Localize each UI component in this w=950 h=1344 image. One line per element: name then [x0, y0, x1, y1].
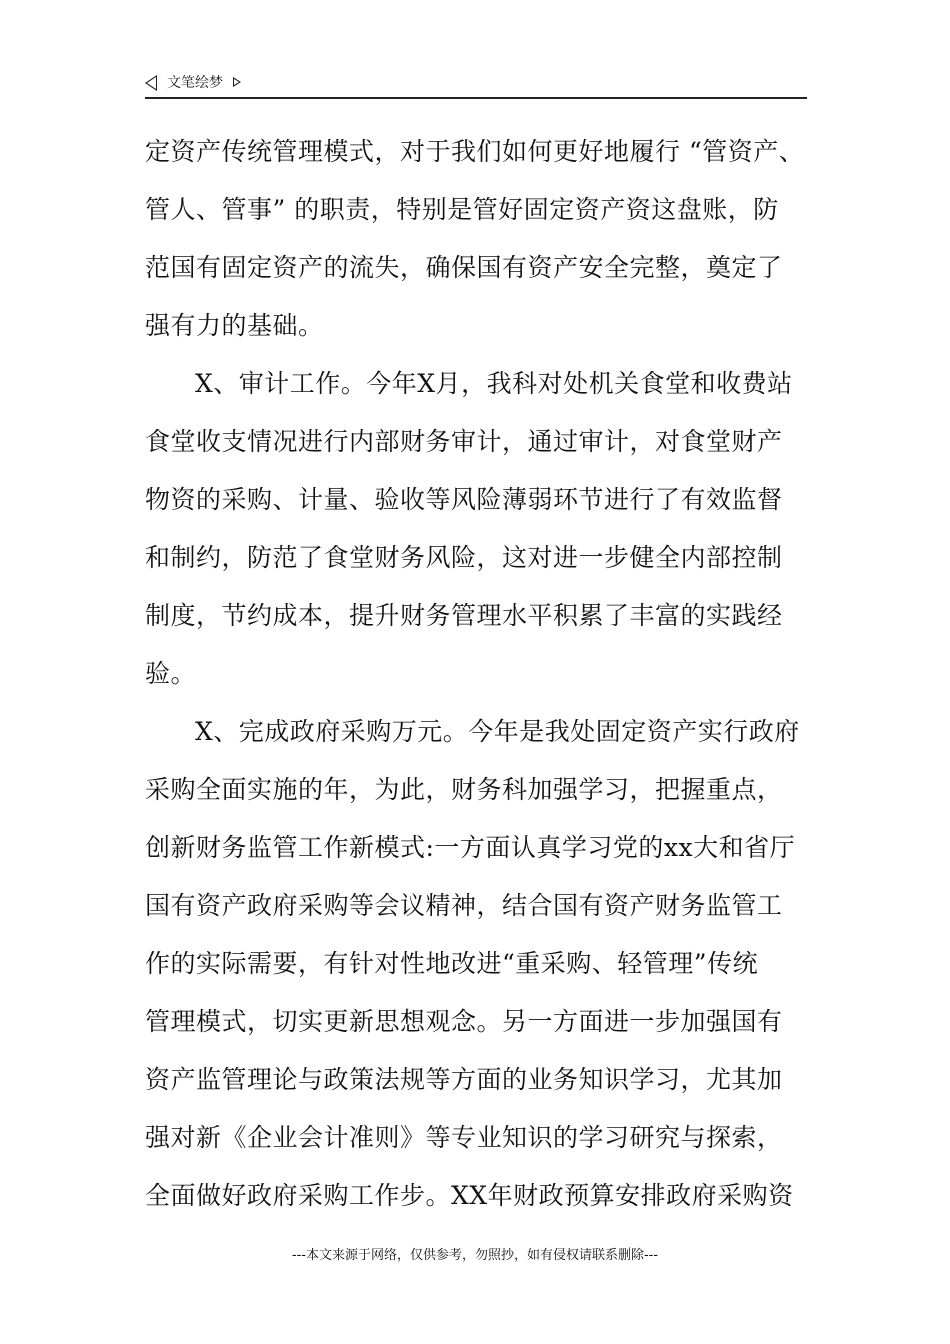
text-line: 食堂收支情况进行内部财务审计，通过审计，对食堂财产 — [145, 427, 783, 456]
text-line: 和制约，防范了食堂财务风险，这对进一步健全内部控制 — [145, 543, 783, 572]
document-body — [145, 123, 815, 1225]
header-title: 文笔绘梦 — [167, 75, 223, 91]
text-line: 资产监管理论与政策法规等方面的业务知识学习，尤其加 — [145, 1065, 783, 1094]
text-line: 物资的采购、计量、验收等风险薄弱环节进行了有效监督 — [145, 485, 783, 514]
text-line: 制度，节约成本，提升财务管理水平积累了丰富的实践经 — [145, 601, 783, 630]
text-line: 定资产传统管理模式，对于我们如何更好地履行 “管资产、 — [145, 137, 805, 166]
text-line: 范国有固定资产的流失，确保国有资产安全完整，奠定了 — [145, 253, 783, 282]
text-line: 管理模式，切实更新思想观念。另一方面进一步加强国有 — [145, 1007, 783, 1036]
text-line: 创新财务监管工作新模式:一方面认真学习党的xx大和省厅 — [145, 833, 796, 862]
paragraph-1 — [145, 123, 815, 355]
text-line: 国有资产政府采购等会议精神，结合国有资产财务监管工 — [145, 891, 783, 920]
page-header — [145, 74, 807, 96]
text-line: X、完成政府采购万元。今年是我处固定资产实行政府 — [195, 717, 800, 746]
triangle-left-icon — [145, 75, 157, 91]
text-line: X、审计工作。今年X月，我科对处机关食堂和收费站 — [195, 369, 793, 398]
triangle-right-icon — [233, 77, 241, 87]
text-line: 作的实际需要，有针对性地改进“重采购、轻管理”传统 — [145, 949, 759, 978]
text-line: 强有力的基础。 — [145, 311, 324, 340]
header-divider — [145, 97, 807, 99]
text-line: 全面做好政府采购工作步。XX年财政预算安排政府采购资 — [145, 1181, 794, 1210]
text-line: 采购全面实施的年，为此，财务科加强学习，把握重点， — [145, 775, 783, 804]
text-line: 验。 — [145, 659, 197, 688]
text-line: 强对新《企业会计准则》等专业知识的学习研究与探索， — [145, 1123, 783, 1152]
text-line: 管人、管事” 的职责，特别是管好固定资产资这盘账，防 — [145, 195, 779, 224]
paragraph-2 — [145, 355, 815, 703]
footer-disclaimer: ---本文来源于网络，仅供参考，勿照抄，如有侵权请联系删除--- — [291, 1248, 659, 1263]
paragraph-3 — [145, 703, 815, 1225]
